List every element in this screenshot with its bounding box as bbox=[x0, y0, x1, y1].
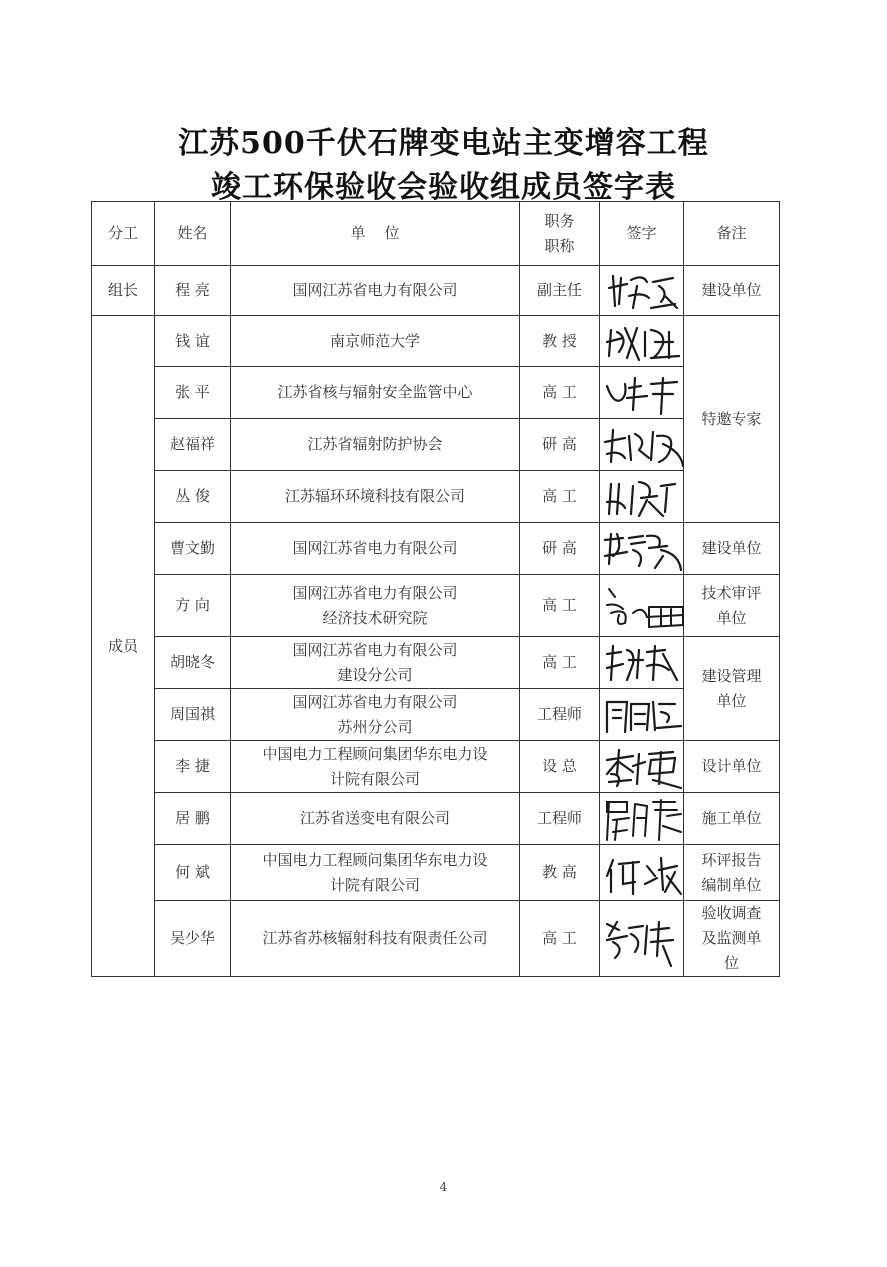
member-signature bbox=[600, 419, 684, 471]
member-unit-line-2: 计院有限公司 bbox=[329, 875, 420, 894]
member-signature bbox=[600, 901, 684, 977]
leader-row bbox=[92, 266, 780, 316]
handwritten-signature bbox=[603, 370, 685, 416]
header-role: 分工 bbox=[92, 202, 155, 266]
member-row bbox=[92, 793, 780, 845]
member-unit: 江苏省苏核辐射科技有限责任公司 bbox=[231, 901, 520, 977]
member-name: 吴少华 bbox=[155, 901, 231, 977]
member-signature bbox=[600, 689, 684, 741]
leader-signature bbox=[600, 266, 684, 316]
member-position: 研 高 bbox=[520, 419, 600, 471]
note-survey-line-1: 验收调查 bbox=[701, 904, 762, 922]
note-eia-line-2: 编制单位 bbox=[701, 875, 762, 894]
handwritten-signature bbox=[603, 422, 685, 468]
member-unit: 江苏辐环环境科技有限公司 bbox=[231, 471, 520, 523]
member-name: 李 捷 bbox=[155, 741, 231, 793]
member-name: 丛 俊 bbox=[155, 471, 231, 523]
member-unit bbox=[231, 741, 520, 793]
note-eia-line-1: 环评报告 bbox=[701, 850, 762, 869]
header-signature: 签字 bbox=[600, 202, 684, 266]
member-name: 胡晓冬 bbox=[155, 637, 231, 689]
member-unit bbox=[231, 689, 520, 741]
member-position: 高 工 bbox=[520, 575, 600, 637]
member-position: 教 高 bbox=[520, 845, 600, 901]
member-position: 教 授 bbox=[520, 316, 600, 367]
header-row bbox=[92, 202, 780, 266]
member-row bbox=[92, 901, 780, 977]
handwritten-signature bbox=[603, 268, 685, 314]
signature-table bbox=[91, 201, 780, 977]
member-unit-line-1: 国网江苏省电力有限公司 bbox=[292, 692, 458, 711]
member-unit-line-2: 经济技术研究院 bbox=[322, 608, 428, 627]
note-survey-line-2: 及监测单 bbox=[701, 929, 762, 947]
member-unit: 江苏省辐射防护协会 bbox=[231, 419, 520, 471]
note-contractor: 施工单位 bbox=[684, 793, 780, 845]
member-unit bbox=[231, 845, 520, 901]
member-name: 曹文勤 bbox=[155, 523, 231, 575]
member-unit bbox=[231, 637, 520, 689]
member-row bbox=[92, 845, 780, 901]
header-note: 备注 bbox=[684, 202, 780, 266]
member-unit-line-1: 国网江苏省电力有限公司 bbox=[292, 640, 458, 659]
member-position: 高 工 bbox=[520, 901, 600, 977]
member-position: 工程师 bbox=[520, 689, 600, 741]
member-unit: 江苏省送变电有限公司 bbox=[231, 793, 520, 845]
header-name: 姓名 bbox=[155, 202, 231, 266]
member-signature bbox=[600, 793, 684, 845]
member-unit-line-1: 国网江苏省电力有限公司 bbox=[292, 583, 458, 602]
handwritten-signature bbox=[603, 744, 685, 790]
member-signature bbox=[600, 367, 684, 419]
handwritten-signature bbox=[603, 850, 685, 896]
member-position: 高 工 bbox=[520, 471, 600, 523]
member-row bbox=[92, 419, 780, 471]
header-position bbox=[520, 202, 600, 266]
handwritten-signature bbox=[603, 583, 685, 629]
member-signature bbox=[600, 523, 684, 575]
note-builder: 建设单位 bbox=[684, 523, 780, 575]
member-unit-line-1: 中国电力工程顾问集团华东电力设 bbox=[262, 744, 488, 763]
note-survey-line-3: 位 bbox=[723, 954, 739, 972]
header-unit: 单 位 bbox=[231, 202, 520, 266]
member-row bbox=[92, 741, 780, 793]
member-unit-line-1: 中国电力工程顾问集团华东电力设 bbox=[262, 850, 488, 869]
member-unit: 南京师范大学 bbox=[231, 316, 520, 367]
leader-name: 程 亮 bbox=[155, 266, 231, 316]
document-title-line-1: 江苏500千伏石牌变电站主变增容工程 bbox=[178, 126, 709, 161]
member-row bbox=[92, 689, 780, 741]
handwritten-signature bbox=[603, 692, 685, 738]
note-experts: 特邀专家 bbox=[684, 316, 780, 523]
leader-position: 副主任 bbox=[520, 266, 600, 316]
member-name: 张 平 bbox=[155, 367, 231, 419]
note-survey bbox=[684, 901, 780, 977]
member-row bbox=[92, 575, 780, 637]
note-eia bbox=[684, 845, 780, 901]
header-position-line-1: 职务 bbox=[544, 211, 575, 230]
note-construction-mgmt-line-1: 建设管理 bbox=[701, 666, 762, 685]
member-row bbox=[92, 471, 780, 523]
member-row bbox=[92, 523, 780, 575]
member-name: 周国祺 bbox=[155, 689, 231, 741]
member-name: 钱 谊 bbox=[155, 316, 231, 367]
member-signature bbox=[600, 845, 684, 901]
handwritten-signature bbox=[603, 640, 685, 686]
member-unit: 江苏省核与辐射安全监管中心 bbox=[231, 367, 520, 419]
member-name: 何 斌 bbox=[155, 845, 231, 901]
member-unit: 国网江苏省电力有限公司 bbox=[231, 523, 520, 575]
member-row bbox=[92, 316, 780, 367]
document-title-line-2: 竣工环保验收会验收组成员签字表 bbox=[211, 170, 676, 205]
member-position: 高 工 bbox=[520, 367, 600, 419]
note-tech-review-line-1: 技术审评 bbox=[701, 583, 762, 602]
note-construction-mgmt bbox=[684, 637, 780, 741]
member-row bbox=[92, 637, 780, 689]
leader-unit: 国网江苏省电力有限公司 bbox=[231, 266, 520, 316]
member-name: 赵福祥 bbox=[155, 419, 231, 471]
note-construction-mgmt-line-2: 单位 bbox=[716, 691, 747, 710]
member-signature bbox=[600, 316, 684, 367]
member-signature bbox=[600, 637, 684, 689]
leader-role: 组长 bbox=[92, 266, 155, 316]
leader-note: 建设单位 bbox=[684, 266, 780, 316]
member-row bbox=[92, 367, 780, 419]
handwritten-signature bbox=[603, 916, 685, 962]
member-unit-line-2: 建设分公司 bbox=[337, 665, 413, 684]
member-position: 设 总 bbox=[520, 741, 600, 793]
handwritten-signature bbox=[603, 796, 685, 842]
member-signature bbox=[600, 741, 684, 793]
member-unit-line-2: 苏州分公司 bbox=[337, 717, 413, 736]
member-unit bbox=[231, 575, 520, 637]
header-position-line-2: 职称 bbox=[544, 236, 575, 255]
member-position: 工程师 bbox=[520, 793, 600, 845]
member-name: 居 鹏 bbox=[155, 793, 231, 845]
handwritten-signature bbox=[603, 474, 685, 520]
members-role: 成员 bbox=[92, 316, 155, 977]
note-design: 设计单位 bbox=[684, 741, 780, 793]
note-tech-review bbox=[684, 575, 780, 637]
member-position: 研 高 bbox=[520, 523, 600, 575]
member-signature bbox=[600, 471, 684, 523]
handwritten-signature bbox=[603, 318, 685, 364]
member-position: 高 工 bbox=[520, 637, 600, 689]
member-signature bbox=[600, 575, 684, 637]
member-unit-line-2: 计院有限公司 bbox=[329, 769, 420, 788]
handwritten-signature bbox=[603, 526, 685, 572]
note-tech-review-line-2: 单位 bbox=[716, 608, 747, 627]
page-number: 4 bbox=[439, 1180, 448, 1194]
member-name: 方 向 bbox=[155, 575, 231, 637]
